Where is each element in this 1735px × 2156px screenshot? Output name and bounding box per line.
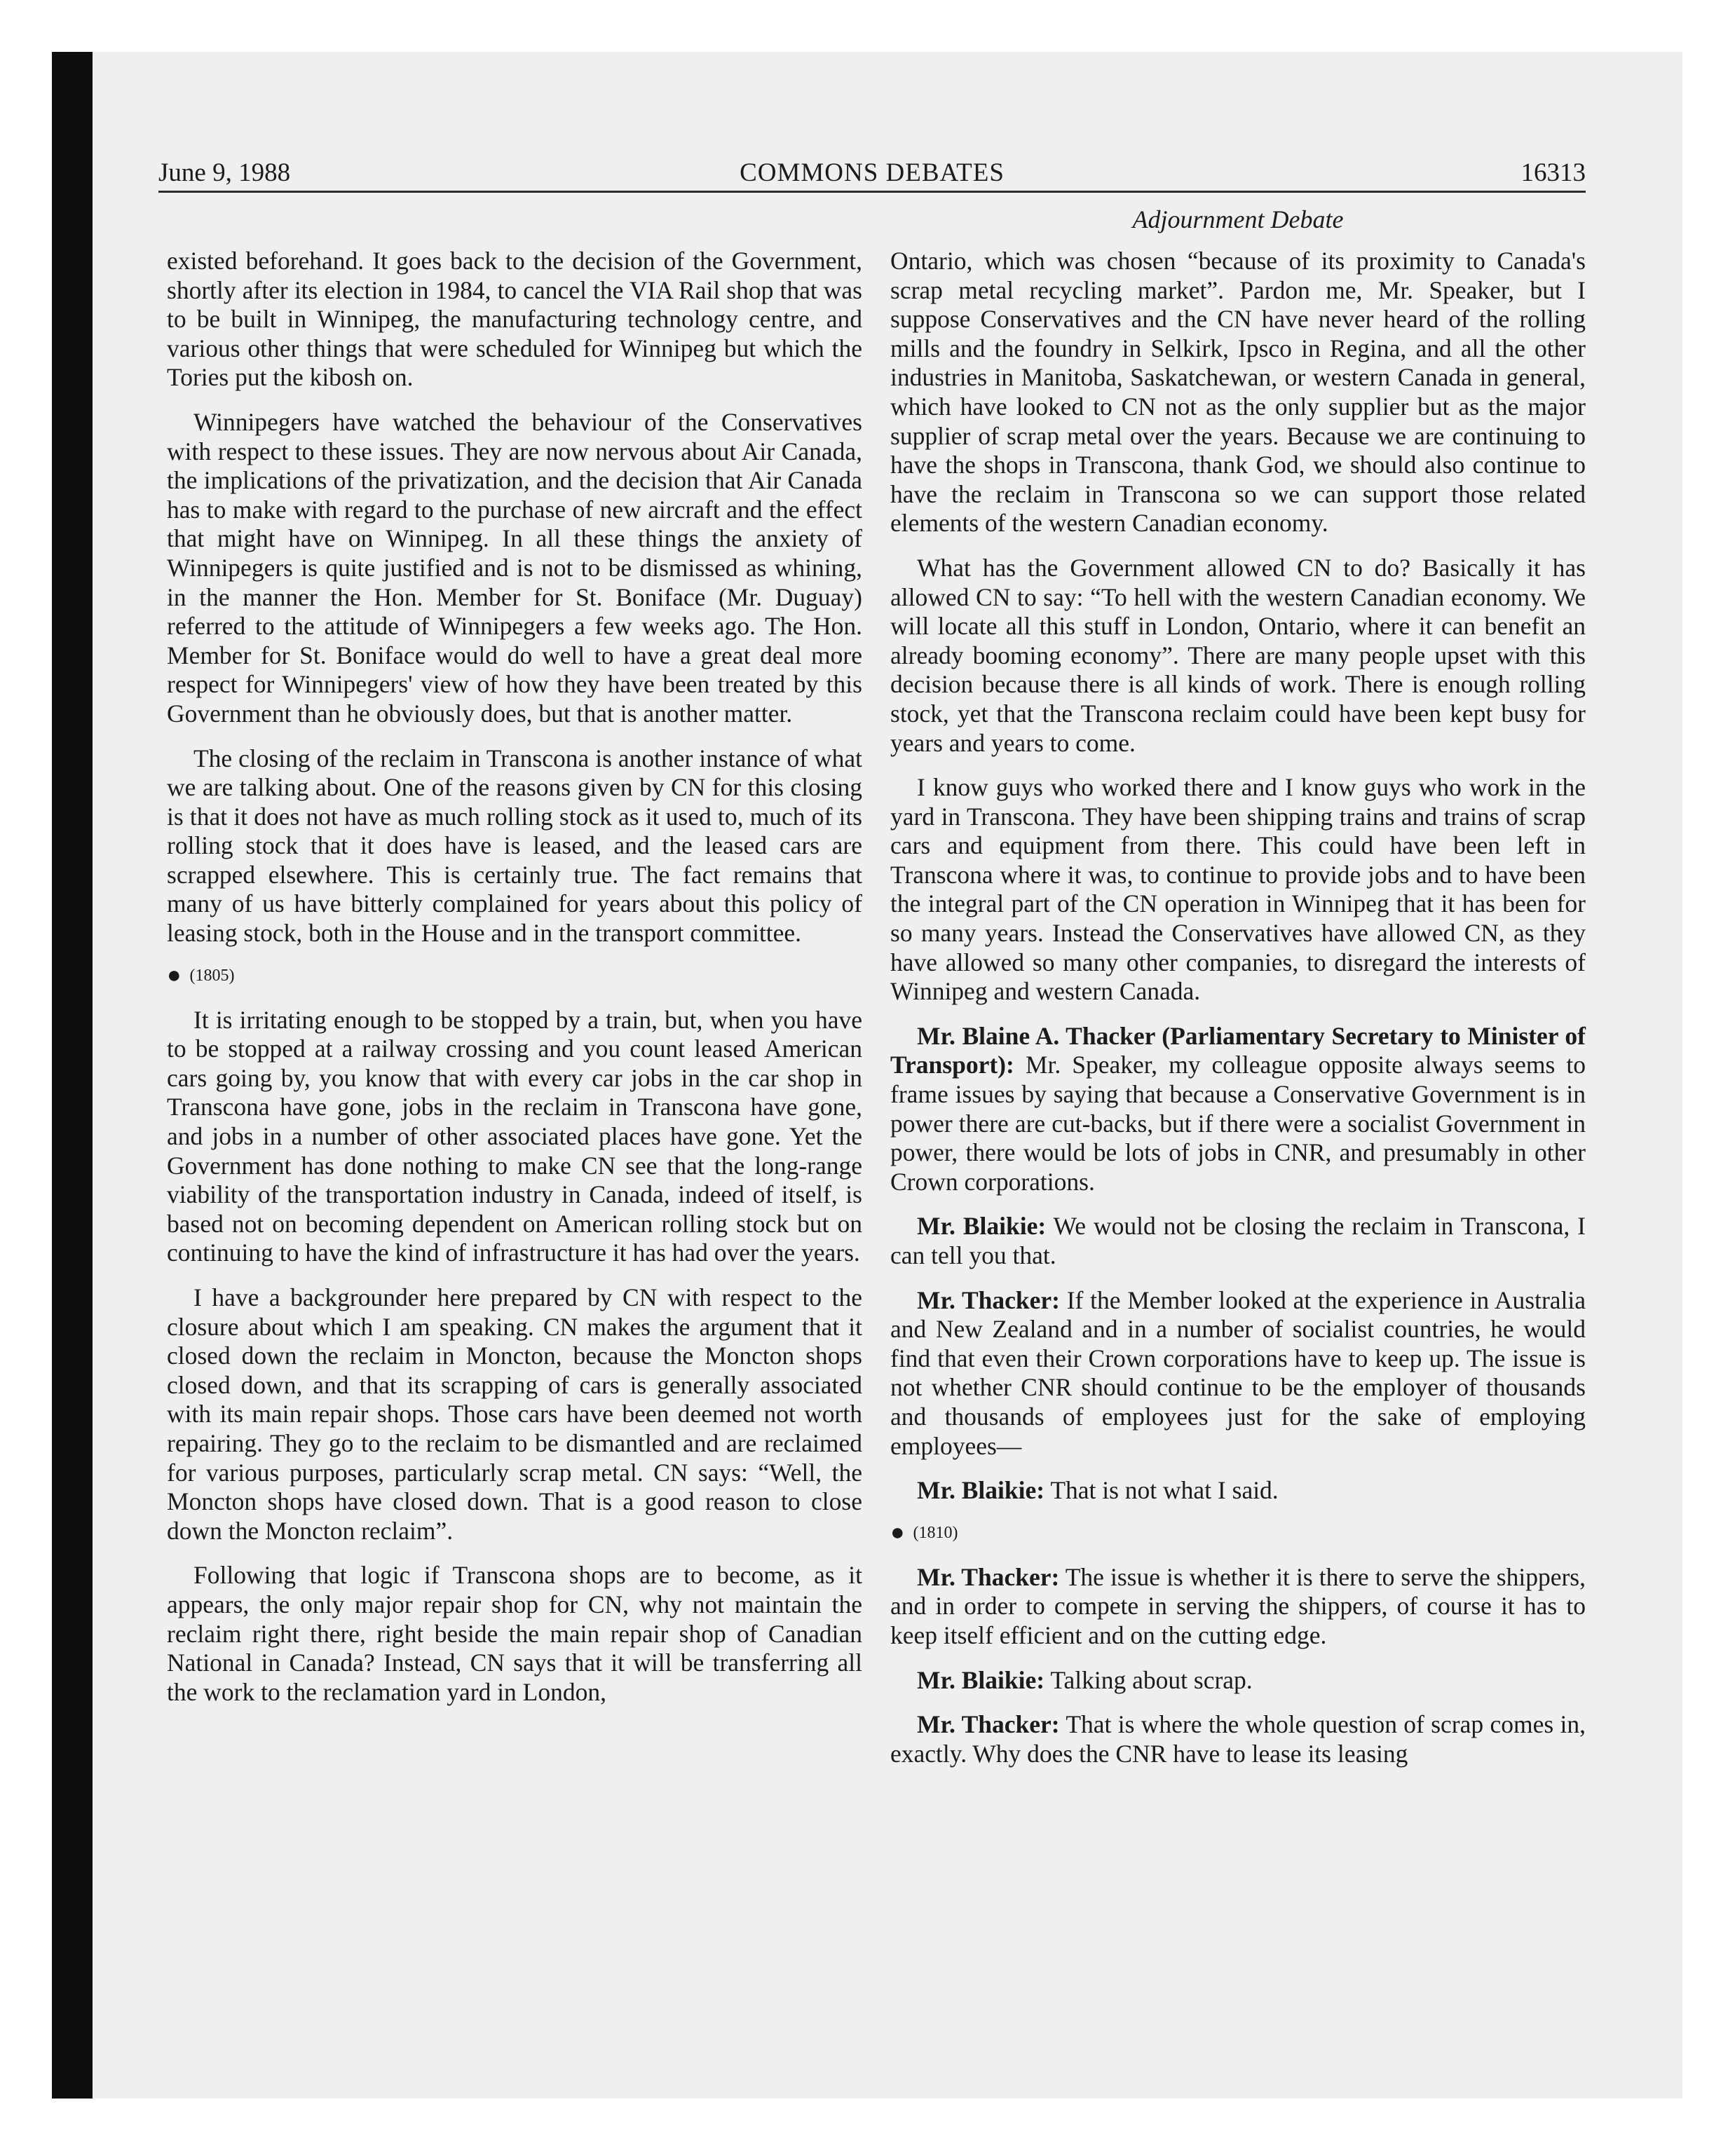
paragraph: It is irritating enough to be stopped by a train, but, when you have to be stopped at a railway crossing and you count leased American cars going by, you know that with every car jobs in the car shop in Transcona have gone, jobs in the reclaim in Transcona have gone, and jobs in a number of other associated places have gone. Yet the Government has done nothing to make CN see that the long-range viability of the transportation industry in Canada, indeed of itself, is based not on becoming dependent on American rolling stock but on continuing to have the kind of infrastructure it has had over the years. (167, 1005, 862, 1267)
speech (890, 1212, 1586, 1270)
left-column (167, 247, 862, 1722)
speech-text: The issue is whether it is there to serve the shippers, and in order to compete in serving the shippers, of course it has to keep itself efficient and on the cutting edge. (890, 1562, 1586, 1649)
time-marker-label: (1805) (189, 966, 235, 985)
speaker-name: Mr. Blaikie: (917, 1212, 1047, 1241)
speaker-name: Mr. Blaikie: (917, 1665, 1045, 1694)
speech-text: If the Member looked at the experience in Australia and New Zealand and in a number of socialist countries, he would find that even their Crown corporations have to keep up. The issue is not whether CNR should continue to be the employer of thousands and thousands of employees just for the sake of employing employees— (890, 1285, 1586, 1460)
speech (890, 1666, 1586, 1696)
bullet-icon: ● (890, 1519, 905, 1546)
scan-edge-bar (52, 52, 93, 2099)
time-marker-label: (1810) (913, 1523, 958, 1542)
paragraph: Winnipegers have watched the behaviour of the Conservatives with respect to these issues. They are now nervous about Air Canada, the implications of the privatization, and the decision that Air Canada has to make with regard to the purchase of new aircraft and the effect that might have on Winnipeg. In all these things the anxiety of Winnipegers is quite justified and is not to be dismissed as whining, in the manner the Hon. Member for St. Boniface (Mr. Duguay) referred to the attitude of Winnipegers a few weeks ago. The Hon. Member for St. Boniface would do well to have a great deal more respect for Winnipegers' view of how they have been treated by this Government than he obviously does, but that is another matter. (167, 407, 862, 728)
paragraph: existed beforehand. It goes back to the decision of the Government, shortly after its election in 1984, to cancel the VIA Rail shop that was to be built in Winnipeg, the manufacturing technology centre, and various other things that were scheduled for Winnipeg but which the Tories put the kibosh on. (167, 247, 862, 392)
paragraph: Ontario, which was chosen “because of its proximity to Canada's scrap metal recycling market”. Pardon me, Mr. Speaker, but I suppose Conservatives and the CN have never heard of the rolling mills and the foundry in Selkirk, Ipsco in Regina, and all the other industries in Manitoba, Saskatchewan, or western Canada in general, which have looked to CN not as the only supplier but as the major supplier of scrap metal over the years. Because we are continuing to have the shops in Transcona, thank God, we should also continue to have the reclaim in Transcona so we can support those related elements of the western Canadian economy. (890, 247, 1586, 538)
header-page-number: 16313 (1520, 158, 1586, 187)
speaker-name: Mr. Blaine A. Thacker (Parliamentary Secretary to Minister of Transport): (890, 1021, 1586, 1079)
speech-text: Talking about scrap. (1050, 1665, 1253, 1694)
speech-text: That is not what I said. (1050, 1476, 1279, 1505)
speech (890, 1563, 1586, 1651)
paragraph: I have a backgrounder here prepared by CN with respect to the closure about which I am speaking. CN makes the argument that it closed down the reclaim in Moncton, because the Moncton shops closed down, and that its scrapping of cars is generally associated with its main repair shops. Those cars have been deemed not worth repairing. They go to the reclaim to be dismantled and are reclaimed for various purposes, particularly scrap metal. CN says: “Well, the Moncton shops have closed down. That is a good reason to close down the Moncton reclaim”. (167, 1283, 862, 1545)
speaker-name: Mr. Thacker: (917, 1285, 1060, 1314)
speaker-name: Mr. Thacker: (917, 1710, 1060, 1739)
header-publication: COMMONS DEBATES (740, 158, 1005, 187)
speech (890, 1022, 1586, 1197)
speech-text: Mr. Speaker, my colleague opposite always seems to frame issues by saying that because a Conservative Government is in power there are cut-backs, but if there were a socialist Government in power, there would be lots of jobs in CNR, and presumably in other Crown corporations. (890, 1051, 1586, 1196)
header-date: June 9, 1988 (158, 158, 291, 187)
speech (890, 1710, 1586, 1768)
bullet-icon: ● (167, 962, 182, 988)
running-header (158, 156, 1586, 193)
time-marker (890, 1521, 1586, 1545)
speech-text: That is where the whole question of scrap comes in, exactly. Why does the CNR have to lease its leasing (890, 1710, 1586, 1768)
time-marker (167, 964, 862, 988)
paragraph: I know guys who worked there and I know guys who work in the yard in Transcona. They have been shipping trains and trains of scrap cars and equipment from there. This could have been left in Transcona where it was, to continue to provide jobs and to have been the integral part of the CN operation in Winnipeg that it has been for so many years. Instead the Conservatives have allowed CN, as they have allowed so many other companies, to disregard the interests of Winnipeg and western Canada. (890, 773, 1586, 1006)
right-column (890, 247, 1586, 1784)
section-title: Adjournment Debate (1132, 205, 1344, 233)
speech-text: We would not be closing the reclaim in Transcona, I can tell you that. (890, 1212, 1586, 1269)
paragraph: Following that logic if Transcona shops are to become, as it appears, the only major repair shop for CN, why not maintain the reclaim right there, right beside the main repair shop of Canadian National in Canada? Instead, CN says that it will be transferring all the work to the reclamation yard in London, (167, 1561, 862, 1706)
speech (890, 1286, 1586, 1461)
speaker-name: Mr. Thacker: (917, 1562, 1060, 1591)
paragraph: The closing of the reclaim in Transcona is another instance of what we are talking about. One of the reasons given by CN for this closing is that it does not have as much rolling stock as it used to, much of its rolling stock that it does have is leased, and the leased cars are scrapped elsewhere. This is certainly true. The fact remains that many of us have bitterly complained for years about this policy of leasing stock, both in the House and in the transport committee. (167, 744, 862, 948)
speech (890, 1476, 1586, 1506)
speaker-name: Mr. Blaikie: (917, 1476, 1045, 1505)
paragraph: What has the Government allowed CN to do? Basically it has allowed CN to say: “To hell with the western Canadian economy. We will locate all this stuff in London, Ontario, where it can benefit an already booming economy”. There are many people upset with this decision because there is all kinds of work. There is enough rolling stock, yet that the Transcona reclaim could have been kept busy for years and years to come. (890, 553, 1586, 757)
